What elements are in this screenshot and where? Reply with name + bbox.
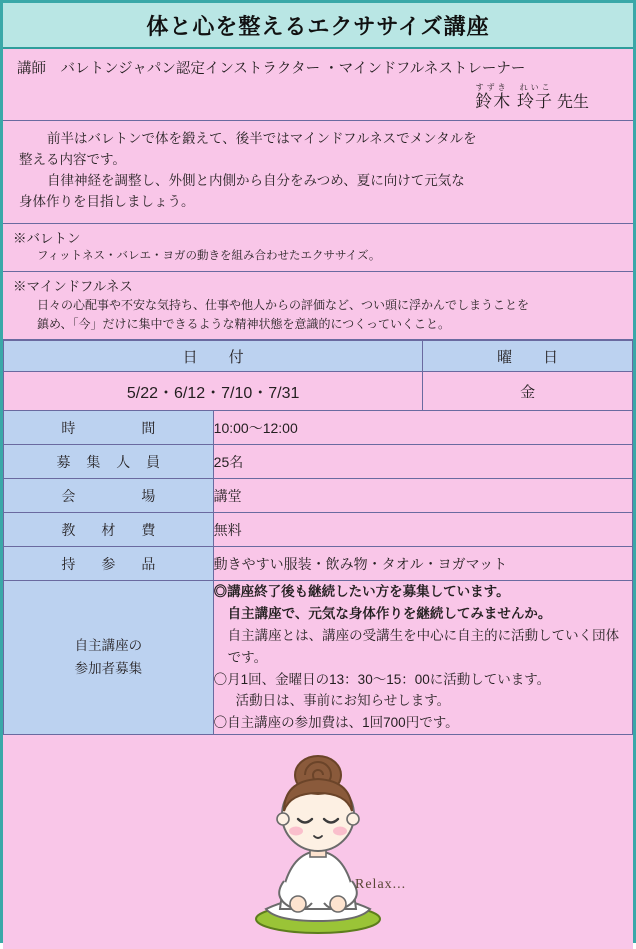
note-mindfulness-body-line-2: 鎮め、「今」だけに集中できるような精神状態を意識的につくっていくこと。 bbox=[37, 316, 451, 331]
description-line-1: 前半はバレトンで体を鍛えて、後半ではマインドフルネスでメンタルを bbox=[47, 131, 477, 146]
note-mindfulness-heading: ※マインドフルネス bbox=[13, 278, 133, 294]
instructor-block bbox=[3, 49, 633, 121]
schedule-day: 金 bbox=[423, 372, 633, 411]
label-bring-items: 持 参 品 bbox=[4, 547, 214, 581]
description-block bbox=[3, 121, 633, 224]
illustration-area bbox=[3, 735, 633, 949]
table-row bbox=[4, 479, 633, 513]
course-info-table bbox=[3, 340, 633, 735]
table-row-recruitment bbox=[4, 581, 633, 735]
value-capacity: 25名 bbox=[213, 445, 632, 479]
label-time: 時 間 bbox=[4, 411, 214, 445]
description-line-4: 身体作りを目指しましょう。 bbox=[19, 193, 195, 209]
note-mindfulness-body bbox=[3, 295, 633, 339]
description-line-3: 自律神経を調整し、外側と内側から自分をみつめ、夏に向けて元気な bbox=[47, 172, 465, 188]
label-capacity: 募 集 人 員 bbox=[4, 445, 214, 479]
recruit-line-6: 〇自主講座の参加費は、1回700円です。 bbox=[213, 715, 459, 731]
recruit-line-5: 活動日は、事前にお知らせします。 bbox=[235, 693, 451, 709]
instructor-honorific: 先生 bbox=[556, 94, 589, 111]
page-title-band bbox=[3, 3, 633, 49]
label-material-fee: 教 材 費 bbox=[4, 513, 214, 547]
label-self-study-recruitment bbox=[4, 581, 214, 735]
note-mindfulness bbox=[3, 272, 633, 340]
schedule-dates: 5/22・6/12・7/10・7/31 bbox=[4, 372, 423, 411]
label-self-study-line-2: 参加者募集 bbox=[74, 660, 143, 676]
page-title: 体と心を整えるエクササイズ講座 bbox=[146, 13, 490, 39]
recruit-line-2: 自主講座で、元気な身体作りを継続してみませんか。 bbox=[227, 605, 552, 621]
label-venue: 会 場 bbox=[4, 479, 214, 513]
value-venue: 講堂 bbox=[213, 479, 632, 513]
note-mindfulness-body-line-1: 日々の心配事や不安な気持ち、仕事や他人からの評価など、つい頭に浮かんでしまうことを bbox=[37, 297, 530, 312]
note-baleton bbox=[3, 224, 633, 272]
value-bring-items: 動きやすい服装・飲み物・タオル・ヨガマット bbox=[213, 547, 632, 581]
table-row bbox=[4, 513, 633, 547]
instructor-name-ruby: すずき れいこ bbox=[475, 83, 553, 92]
illustration-caption: Relax... bbox=[355, 877, 407, 893]
meditating-woman-illustration bbox=[188, 741, 448, 941]
label-self-study-line-1: 自主講座の bbox=[74, 637, 143, 653]
recruit-line-1: ◎講座終了後も継続したい方を募集しています。 bbox=[213, 584, 510, 600]
table-row-header bbox=[4, 341, 633, 372]
instructor-name: 鈴木 玲子 bbox=[475, 92, 553, 111]
value-time: 10:00〜12:00 bbox=[213, 411, 632, 445]
instructor-name-with-ruby bbox=[475, 84, 553, 111]
instructor-line: 講師 バレトンジャパン認定インストラクター ・マインドフルネストレーナー bbox=[17, 61, 526, 77]
note-baleton-heading: ※バレトン bbox=[13, 230, 81, 246]
note-baleton-body: フィットネス・バレエ・ヨガの動きを組み合わせたエクササイズ。 bbox=[37, 249, 381, 262]
recruit-line-4: 〇月1回、金曜日の13：30〜15：00に活動しています。 bbox=[213, 671, 551, 687]
value-self-study-recruitment bbox=[213, 581, 632, 735]
instructor-name-row bbox=[3, 82, 633, 120]
description-line-2: 整える内容です。 bbox=[19, 151, 126, 167]
table-row bbox=[4, 445, 633, 479]
table-row bbox=[4, 411, 633, 445]
table-row-schedule bbox=[4, 372, 633, 411]
value-material-fee: 無料 bbox=[213, 513, 632, 547]
recruit-line-3: 自主講座とは、講座の受講生を中心に自主的に活動していく団体です。 bbox=[227, 627, 620, 665]
header-cell-date: 日 付 bbox=[4, 341, 423, 372]
table-row bbox=[4, 547, 633, 581]
header-cell-day: 曜 日 bbox=[423, 341, 633, 372]
